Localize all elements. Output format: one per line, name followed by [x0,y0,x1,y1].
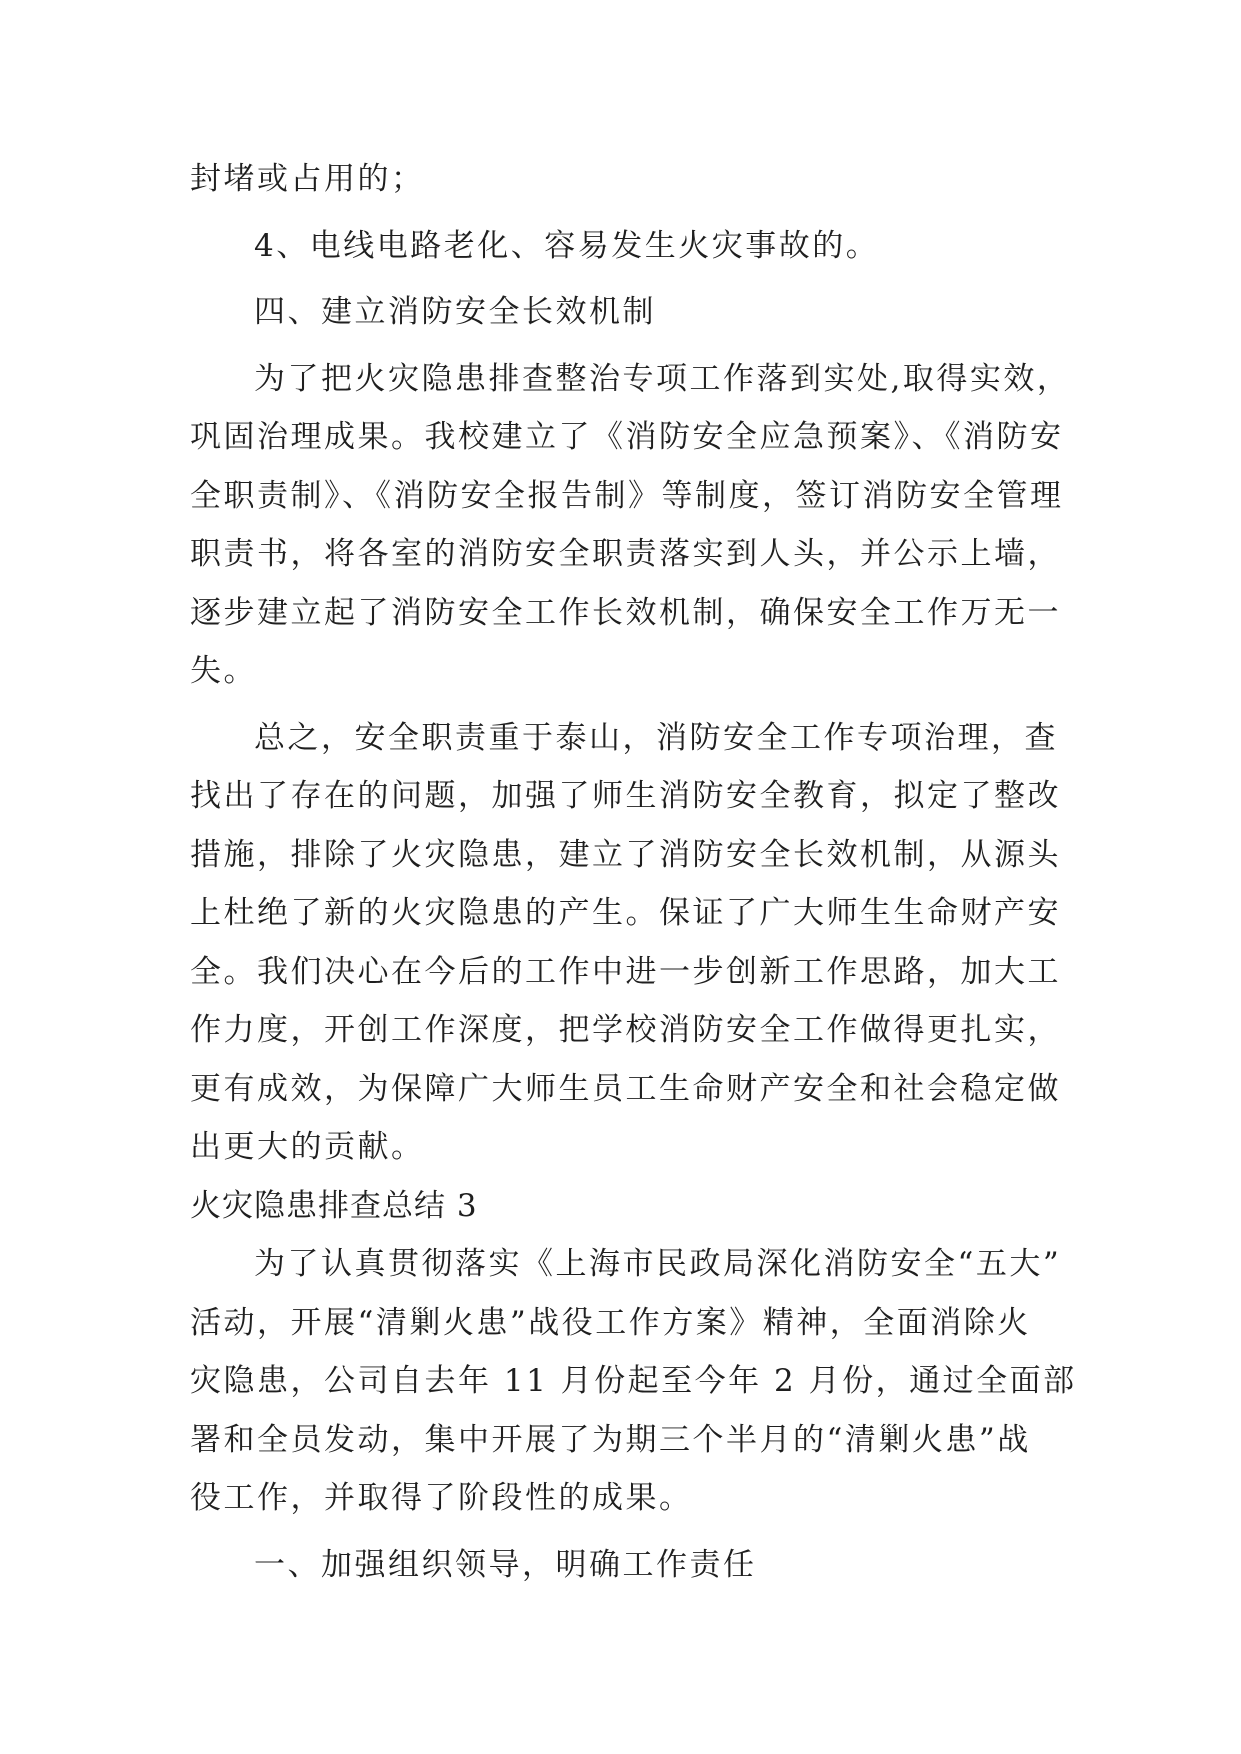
paragraph-line: 上杜绝了新的火灾隐患的产生。保证了广大师生生命财产安 [190,895,1061,931]
document-title: 火灾隐患排查总结 3 [190,1187,478,1224]
paragraph-line: 职责书，将各室的消防安全职责落实到人头，并公示上墙， [190,536,1061,572]
section-heading-4: 四、建立消防安全长效机制 [254,294,656,330]
paragraph-line: 役工作，并取得了阶段性的成果。 [190,1480,693,1516]
text-line: 封堵或占用的； [190,161,425,197]
paragraph-line: 失。 [190,653,257,689]
document-body [190,150,1077,1594]
paragraph-line: 巩固治理成果。我校建立了《消防安全应急预案》、《消防安 [190,419,1064,455]
paragraph-line: 总之，安全职责重于泰山，消防安全工作专项治理，查 [254,719,1058,756]
paragraph-line: 逐步建立起了消防安全工作长效机制，确保安全工作万无一 [190,594,1061,631]
paragraph-line: 为了把火灾隐患排查整治专项工作落到实处,取得实效， [254,360,1071,397]
paragraph-line: 全职责制》、《消防安全报告制》等制度，签订消防安全管理 [190,477,1064,514]
paragraph-line: 为了认真贯彻落实《上海市民政局深化消防安全“五大” [254,1246,1062,1282]
paragraph-line: 更有成效，为保障广大师生员工生命财产安全和社会稳定做 [190,1070,1061,1107]
paragraph-line: 署和全员发动，集中开展了为期三个半月的“清剿火患”战 [190,1421,1031,1458]
paragraph-line: 措施，排除了火灾隐患，建立了消防安全长效机制，从源头 [190,836,1061,873]
paragraph-line: 出更大的贡献。 [190,1129,425,1165]
paragraph-line: 活动，开展“清剿火患”战役工作方案》精神，全面消除火 [190,1304,1031,1341]
paragraph-line: 作力度，开创工作深度，把学校消防安全工作做得更扎实， [190,1012,1061,1048]
paragraph-line: 灾隐患，公司自去年 11 月份起至今年 2 月份，通过全面部 [190,1363,1077,1399]
paragraph-line: 全。我们决心在今后的工作中进一步创新工作思路，加大工 [190,953,1061,990]
paragraph-line: 找出了存在的问题，加强了师生消防安全教育，拟定了整改 [190,778,1061,814]
section-heading-1: 一、加强组织领导，明确工作责任 [254,1546,757,1583]
list-item-4: 4、电线电路老化、容易发生火灾事故的。 [254,227,880,264]
